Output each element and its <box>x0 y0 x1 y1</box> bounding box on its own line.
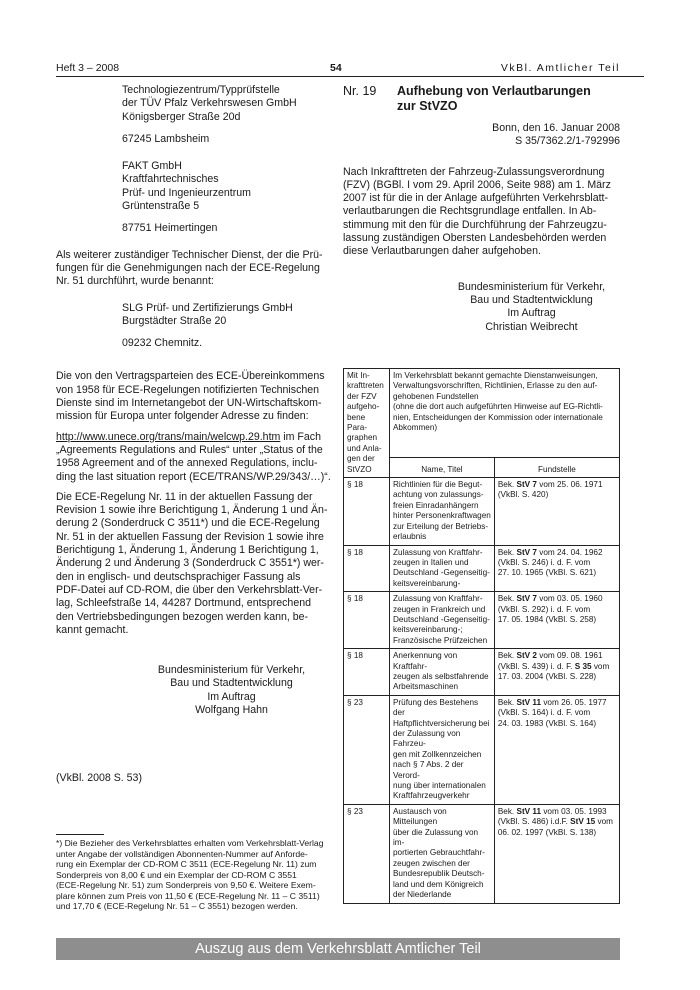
text-line: Arbeitsmaschinen <box>392 682 459 692</box>
signature-weibrecht <box>343 281 620 334</box>
text-line <box>498 558 616 568</box>
announcement-heading <box>343 84 620 118</box>
reference-text: (VkBl. S. 486) i.d.F. <box>497 817 571 827</box>
repealed-regulations-table <box>343 368 620 904</box>
text-line: Grüntenstraße 5 <box>122 200 200 213</box>
text-line <box>498 672 616 682</box>
table-row <box>344 695 620 804</box>
text-line: über die Zulassung von im- <box>392 827 479 848</box>
text-line: hinter Personenkraftwagen <box>392 511 491 521</box>
text-line: Austausch von Mitteilungen <box>392 806 447 827</box>
text-line <box>498 490 616 500</box>
cell-title <box>389 592 494 649</box>
city-heimertingen: 87751 Heimertingen <box>122 222 218 235</box>
reference-text: 17. 03. 2004 (VkBl. S. 228) <box>497 671 597 681</box>
left-column <box>56 84 331 786</box>
text-line: Sonderpreis von 8,00 € und ein Exemplar der CD-ROM C 3551 <box>56 869 297 880</box>
text-line: fungen für die Genehmigungen nach der ECE-Regelung <box>56 261 320 274</box>
text-line: keitsvereinbarung- <box>392 578 461 588</box>
cell-paragraph: § 23 <box>344 804 390 903</box>
text-line: StVZO <box>347 464 372 474</box>
reference-text: vom <box>595 817 613 827</box>
reference-text: Bek. <box>497 697 517 707</box>
address-fakt <box>56 160 331 213</box>
reference-text: (VkBl. S. 292) i. d. F. vom <box>497 604 591 614</box>
text-line: Abkommen) <box>392 423 438 433</box>
text-line: der TÜV Pfalz Verkehrswesen GmbH <box>122 97 297 110</box>
header-rule <box>56 76 644 77</box>
text-line: zeugen zwischen der <box>392 858 470 868</box>
text-line: *) Die Bezieher des Verkehrsblattes erhalten vom Verkehrsblatt-Verlag <box>56 838 324 848</box>
reference-text: 17. 05. 1984 (VkBl. S. 258) <box>497 614 597 624</box>
bold-reference: StV 7 <box>516 547 537 557</box>
text-line: plare können zum Preis von 11,50 € (ECE-Regelung Nr. 11 – C 3511) <box>56 890 320 901</box>
cell-title <box>389 478 494 545</box>
col-header-description <box>389 369 619 458</box>
text-line: portierten Gebrauchtfahr- <box>392 848 485 858</box>
col-header-name: Name, Titel <box>389 457 494 477</box>
text-line: Kraftfahrtechnisches <box>122 173 219 186</box>
text-line: ding the last situation report (ECE/TRANS/WP.29/343/…)“. <box>56 470 331 483</box>
text-line: Deutschland -Gegenseitig- <box>392 568 490 578</box>
text-line <box>498 817 616 827</box>
text-line: den Vertriebsbedingungen bezogen werden kann, be- <box>56 610 309 623</box>
reference-text: 06. 02. 1997 (VkBl. S. 138) <box>497 827 597 837</box>
reference-text: vom <box>591 661 610 671</box>
text-line: Als weiterer zuständiger Technischer Dienst, der die Prü- <box>56 248 323 261</box>
col-header-paragraphs <box>344 369 390 478</box>
text-line: Wolfgang Hahn <box>195 703 268 716</box>
text-line: Bundesministerium für Verkehr, <box>157 664 306 677</box>
text-line: Bundesrepublik Deutsch- <box>392 869 485 879</box>
text-line: Kraftfahrzeugverkehr <box>392 791 470 801</box>
text-line: zur StVZO <box>397 99 458 113</box>
text-line: von 1958 für ECE-Regelungen notifizierten Technischen <box>56 383 320 396</box>
text-line: PDF-Datei auf CD-ROM, die über den Verkehrsblatt-Ver- <box>56 583 323 596</box>
text-line <box>498 719 616 729</box>
footnote <box>56 838 336 912</box>
text-line: Königsberger Straße 20d <box>122 110 241 123</box>
paragraph-ece-regulations <box>56 491 331 637</box>
bold-reference: StV 11 <box>516 697 542 707</box>
text-line: zeugen in Italien und <box>392 557 469 567</box>
text-line: Französische Prüfzeichen <box>392 635 488 645</box>
text-line: 1958 Agreement and of the annexed Regulations, inclu- <box>56 457 318 470</box>
unece-link[interactable]: http://www.unece.org/trans/main/welcwp.29.htm <box>56 430 281 443</box>
bold-reference: S 35 <box>574 661 592 671</box>
reference-text: (VkBl. S. 439) i. d. F. <box>497 661 575 671</box>
issue-label: Heft 3 – 2008 <box>56 62 120 74</box>
reference-text: vom 03. 05. 1993 <box>541 806 607 816</box>
text-line: freien Einradanhängern <box>392 500 479 510</box>
text-line: Im Auftrag <box>207 690 256 703</box>
reference-text: vom 25. 06. 1971 <box>536 480 603 490</box>
table-row <box>344 592 620 649</box>
reference-text: 27. 10. 1965 (VkBl. S. 621) <box>497 568 597 578</box>
text-line: (FZV) (BGBl. I vom 29. April 2006, Seite 988) am 1. März <box>343 178 611 191</box>
city-lambsheim: 67245 Lambsheim <box>122 132 210 145</box>
cell-paragraph: § 18 <box>344 478 390 545</box>
text-line: aufgeho- <box>347 402 380 412</box>
announcement-title <box>397 84 591 114</box>
cell-title <box>389 545 494 592</box>
text-line: Zulassung von Kraftfahr- <box>392 547 483 557</box>
text-line: achtung von zulassungs- <box>392 490 484 500</box>
reference-text: vom 24. 04. 1962 <box>536 547 603 557</box>
reference-text: (VkBl. S. 420) <box>497 490 549 500</box>
text-line: Die ECE-Regelung Nr. 11 in der aktuellen Fassung der <box>56 490 313 503</box>
text-line <box>498 615 616 625</box>
cell-paragraph: § 18 <box>344 545 390 592</box>
table-row <box>344 804 620 903</box>
text-line: nien, Entscheidungen der Kommission oder internationale <box>392 412 603 422</box>
text-line <box>498 828 616 838</box>
table-row <box>344 478 620 545</box>
reference-text: (VkBl. S. 164) i. d. F. vom <box>497 708 591 718</box>
text-line: nach § 7 Abs. 2 der Verord- <box>392 760 464 780</box>
place-date: Bonn, den 16. Januar 2008 <box>492 122 620 134</box>
text-line: (ECE-Regelung Nr. 51) zum Sonderpreis von 9,50 €. Weitere Exem- <box>56 880 316 890</box>
text-line: Technologiezentrum/Typprüfstelle <box>122 84 280 96</box>
text-line: Aufhebung von Verlautbarungen <box>397 84 591 98</box>
reference-text: Bek. <box>497 651 517 661</box>
text-line: Bundesministerium für Verkehr, <box>457 280 606 293</box>
text-line: Nr. 51 in der aktuellen Fassung der Revision 1 sowie ihre <box>56 530 324 543</box>
text-line: den in englisch- und deutschsprachiger Fassung als <box>56 570 301 583</box>
text-line: der Zulassung von Fahrzeu- <box>392 729 461 749</box>
text-line: Berichtigung 1, Änderung 1, Änderung 1 Berichtigung 1, <box>56 544 319 557</box>
city-chemnitz: 09232 Chemnitz. <box>122 337 203 350</box>
text-line: (ohne die dort auch aufgeführten Hinweise auf EG-Richtli- <box>392 402 603 412</box>
text-line: Haftpflichtversicherung bei <box>392 718 490 728</box>
reference-text: vom 09. 08. 1961 <box>536 651 603 661</box>
bold-reference: StV 7 <box>516 594 537 604</box>
text-line: rung ein Exemplar der CD-ROM C 3511 (ECE-Regelung Nr. 11) zum <box>56 859 317 869</box>
address-slg <box>56 302 331 329</box>
text-line: lag, Schleefstraße 14, 44287 Dortmund, entsprechend <box>56 597 311 610</box>
cell-reference <box>494 478 619 545</box>
reference-text: Bek. <box>497 806 517 816</box>
text-line: Deutschland -Gegenseitig- <box>392 614 490 624</box>
text-line: mission für Europa unter folgender Adresse zu finden: <box>56 410 309 423</box>
paragraph-designation <box>56 249 331 289</box>
table-header-row <box>344 369 620 458</box>
text-line: Zulassung von Kraftfahr- <box>392 594 483 604</box>
cell-paragraph: § 18 <box>344 649 390 696</box>
text-line: bene Para- <box>347 412 368 433</box>
text-line <box>498 480 616 490</box>
text-line <box>498 568 616 578</box>
text-line: lassung zuständigen Obersten Landesbehörden werden <box>343 232 607 245</box>
footer-banner: Auszug aus dem Verkehrsblatt Amtlicher Teil <box>56 938 620 960</box>
page-number: 54 <box>330 62 342 74</box>
text-line: „Agreements Regulations and Rules“ unter „Status of the <box>56 443 323 456</box>
text-line <box>498 662 616 672</box>
text-line: Nach Inkrafttreten der Fahrzeug-Zulassungsverordnung <box>343 165 605 178</box>
text-line: Richtlinien für die Begut- <box>392 480 483 490</box>
reference-text: Bek. <box>497 594 517 604</box>
paragraph-repeal <box>343 166 620 259</box>
paragraph-unece-link: http://www.unece.org/trans/main/welcwp.29.htm im Fach „Agreements Regulations and Rules“ unter „Status of the 1958 Agreement and of the annexed Regulations, inclu- ding the last situation report (ECE/TRANS/WP.29/343/…)“. <box>56 430 331 483</box>
cell-paragraph: § 23 <box>344 695 390 804</box>
text-line: gen der <box>347 454 375 464</box>
text-line: Bau und Stadtentwicklung <box>470 293 593 306</box>
text-line: der Niederlande <box>392 890 452 900</box>
text-line <box>498 605 616 615</box>
file-reference: S 35/7362.2/1-792996 <box>515 135 620 148</box>
text-line: kannt gemacht. <box>56 623 129 636</box>
cell-title <box>389 649 494 696</box>
text-line: Prüf- und Ingenieurzentrum <box>122 186 251 199</box>
cell-paragraph: § 18 <box>344 592 390 649</box>
cell-title <box>389 695 494 804</box>
cell-reference <box>494 695 619 804</box>
text-line: nung über internationalen <box>392 781 486 791</box>
text-line: 2007 ist für die in der Anlage aufgeführten Verkehrsblatt- <box>343 192 609 205</box>
text-line: Revision 1 sowie ihre Berichtigung 1, Änderung 1 und Än- <box>56 504 328 517</box>
reference-text: Bek. <box>497 480 517 490</box>
text-line: zeugen als selbstfahrende <box>392 671 489 681</box>
text-line: Prüfung des Bestehens der <box>392 697 479 718</box>
text-line: stimmung mit den für die Durchführung der Fahrzeugzu- <box>343 218 607 231</box>
text-line: der FZV <box>347 391 377 401</box>
text-line <box>498 708 616 718</box>
text-line <box>498 594 616 604</box>
text-line: Bau und Stadtentwicklung <box>170 677 293 690</box>
table-row <box>344 649 620 696</box>
address-tuev <box>56 84 331 124</box>
footnote-rule <box>56 834 104 835</box>
text-line: Anerkennung von Kraftfahr- <box>392 651 458 671</box>
text-line: gen mit Zollkennzeichen <box>392 749 482 759</box>
text-line <box>498 698 616 708</box>
col-header-reference: Fundstelle <box>494 457 619 477</box>
text-line: zur Erteilung der Betriebs- <box>392 521 489 531</box>
text-line: krafttreten <box>347 381 384 391</box>
publication-reference: (VkBl. 2008 S. 53) <box>56 772 142 785</box>
bold-reference: StV 2 <box>516 651 537 661</box>
text-line: zeugen in Frankreich und <box>392 604 486 614</box>
text-line <box>498 548 616 558</box>
reference-text: vom 26. 05. 1977 <box>541 697 607 707</box>
bold-reference: StV 7 <box>516 480 537 490</box>
text-line: keitsvereinbarung-; <box>392 625 463 635</box>
text-line <box>498 651 616 661</box>
text-line: Im Auftrag <box>507 307 556 320</box>
text-line <box>498 807 616 817</box>
text-line: Nr. 51 durchführt, wurde benannt: <box>56 275 214 288</box>
cell-reference <box>494 592 619 649</box>
text-line: diese Verlautbarungen daher aufgehoben. <box>343 245 541 258</box>
text-line: land und dem Königreich <box>392 879 484 889</box>
text-line: verlautbarungen die Rechtsgrundlage entfallen. In Ab- <box>343 205 597 218</box>
reference-text: (VkBl. S. 246) i. d. F. vom <box>497 557 591 567</box>
text-line: Die von den Vertragsparteien des ECE-Übereinkommens <box>56 370 325 383</box>
table-row <box>344 545 620 592</box>
bold-reference: StV 11 <box>516 806 542 816</box>
right-column <box>343 84 620 334</box>
cell-reference <box>494 804 619 903</box>
signature-hahn <box>56 664 331 717</box>
text-line: Im Verkehrsblatt bekannt gemachte Dienstanweisungen, <box>392 371 598 380</box>
paragraph-technical-services <box>56 370 331 423</box>
cell-reference <box>494 545 619 592</box>
text-line: graphen <box>347 433 378 443</box>
journal-title: VkBl. Amtlicher Teil <box>500 62 620 74</box>
reference-text: 24. 03. 1983 (VkBl. S. 164) <box>497 718 597 728</box>
bold-reference: StV 15 <box>570 817 596 827</box>
text-line: und 17,70 € (ECE-Regelung Nr. 51 – C 3551) bezogen werden. <box>56 901 298 911</box>
text-line: Mit In- <box>347 371 370 380</box>
text-line: und Anla- <box>347 443 382 453</box>
text-line: erlaubnis <box>392 532 427 542</box>
text-line: FAKT GmbH <box>122 160 182 173</box>
announcement-number: Nr. 19 <box>343 84 377 98</box>
text-line: Änderung 2 und Änderung 3 (Sonderdruck C 3551*) wer- <box>56 557 324 570</box>
reference-text: vom 03. 05. 1960 <box>536 594 603 604</box>
reference-text: Bek. <box>497 547 517 557</box>
text-line: SLG Prüf- und Zertifizierungs GmbH <box>122 301 293 314</box>
text-line: unter Angabe der vollständigen Abonnenten-Nummer auf Anforde- <box>56 848 308 859</box>
text-line: Burgstädter Straße 20 <box>122 314 227 327</box>
cell-reference <box>494 649 619 696</box>
text-line: Dienste sind im Internetangebot der UN-Wirtschaftskom- <box>56 397 322 410</box>
cell-title <box>389 804 494 903</box>
text-line: gehobenen Fundstellen <box>392 391 479 401</box>
text-line: derung 2 (Sonderdruck C 3511*) und die ECE-Regelung <box>56 517 320 530</box>
text-line: Christian Weibrecht <box>485 320 578 333</box>
text-line: Verwaltungsvorschriften, Richtlinien, Erlasse zu den auf- <box>392 381 598 391</box>
